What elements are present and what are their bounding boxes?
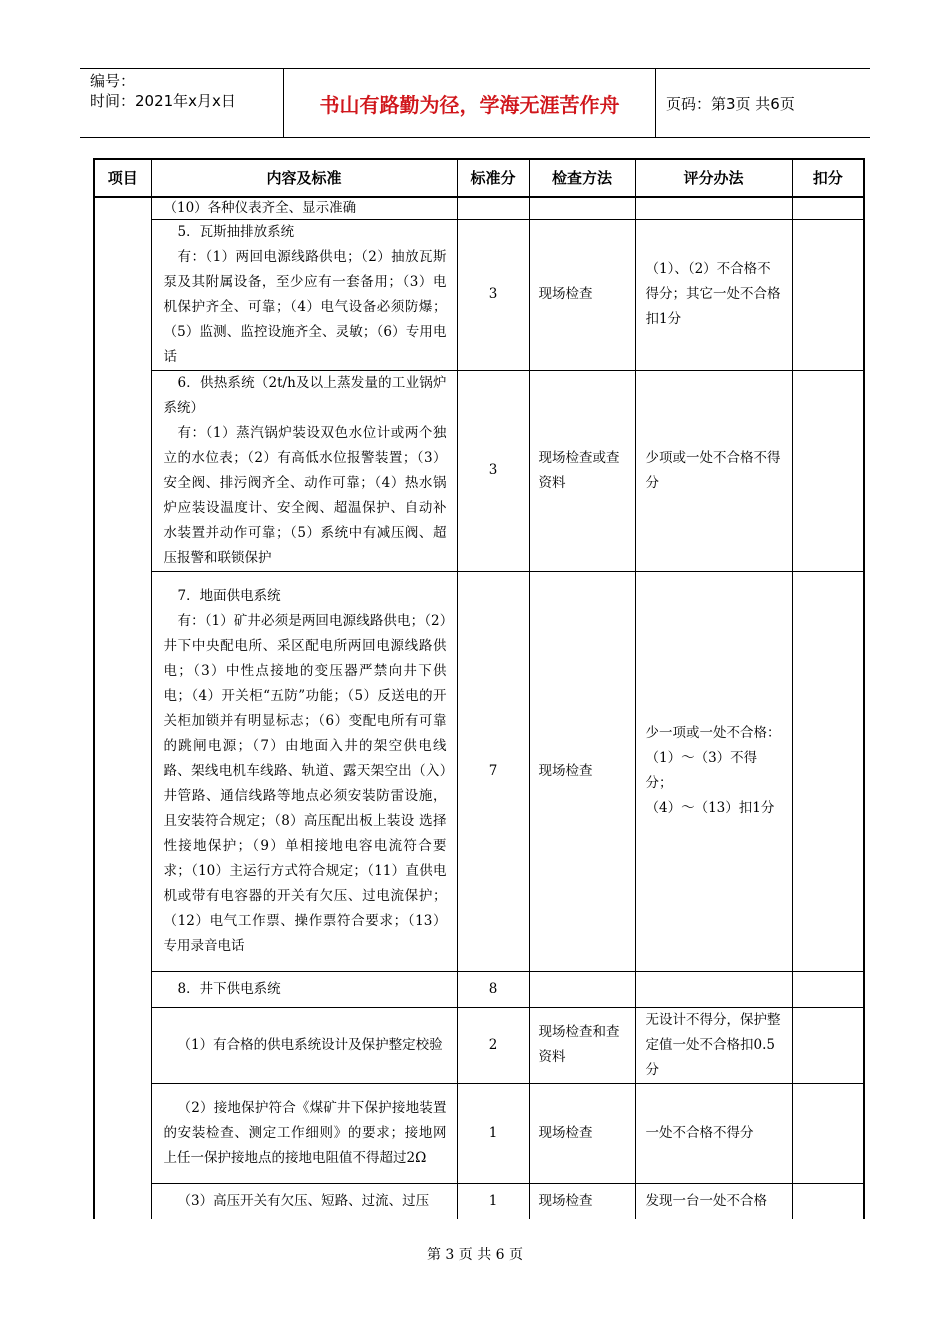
method-cell: 现场检查: [529, 1183, 635, 1219]
rule-cell: [635, 971, 792, 1007]
rule-line: （4）～（13）扣1分: [645, 800, 775, 816]
score-cell: 3: [457, 370, 529, 571]
rule-cell: [635, 1007, 792, 1083]
content-cell: [151, 1183, 457, 1219]
content-line: 5．瓦斯抽排放系统: [177, 223, 295, 240]
inspection-table: [93, 158, 865, 1219]
page-header: [80, 68, 870, 138]
column-header: 评分办法: [635, 159, 792, 197]
column-header: 扣分: [792, 159, 864, 197]
column-header: 标准分: [457, 159, 529, 197]
deduction-cell: [792, 1007, 864, 1083]
score-cell: 7: [457, 571, 529, 971]
rule-cell: [635, 571, 792, 971]
rule-line: （1）、（2）不合格不得分；其它一处不合格扣1分: [645, 261, 781, 327]
rule-cell: [635, 1083, 792, 1183]
rule-line: 一处不合格不得分: [645, 1124, 754, 1141]
method-cell: 现场检查或查资料: [529, 370, 635, 571]
method-cell: 现场检查: [529, 219, 635, 370]
table-row: [94, 370, 864, 571]
rule-line: 少项或一处不合格不得分: [645, 449, 781, 491]
page-footer: 第 3 页 共 6 页: [426, 1247, 524, 1263]
content-cell: [151, 971, 457, 1007]
project-cell: [94, 197, 151, 1219]
method-cell: [529, 197, 635, 219]
content-cell: [151, 1083, 457, 1183]
content-cell: [151, 1007, 457, 1083]
content-line: （10）各种仪表齐全、显示准确: [163, 200, 357, 217]
column-header: 项目: [94, 159, 151, 197]
score-cell: 1: [457, 1083, 529, 1183]
document-number-label: 编号：: [90, 72, 136, 90]
content-line: 有：（1）矿井必须是两回电源线路供电；（2）井下中央配电所、采区配电所两回电源线路供电；（3）中性点接地的变压器严禁向井下供电；（4）开关柜“五防”功能；（5）反送电的开关柜加锁并有明显标志；（6）变配电所有可靠的跳闸电源；（7）由地面入井的架空供电线路、架线电机车线路、轨道、露天架空出（入）井管路、通信线路等地点必须安装防雷设施，且安装符合规定；（8）高压配出板上装设 选择性接地保护；（9）单相接地电容电流符合要求；（10）主运行方式符合规定；（11）直供电机或带有电容器的开关有欠压、过电流保护；（12）电气工作票、操作票符合要求；（13）专用录音电话: [163, 612, 447, 954]
content-line: 7．地面供电系统: [177, 587, 281, 604]
column-header: 内容及标准: [151, 159, 457, 197]
rule-line: 无设计不得分，保护整定值一处不合格扣0.5分: [645, 1011, 781, 1078]
rule-cell: [635, 370, 792, 571]
content-line: 8．井下供电系统: [177, 980, 281, 997]
table-row: [94, 197, 864, 219]
content-line: （3）高压开关有欠压、短路、过流、过压: [177, 1192, 430, 1209]
deduction-cell: [792, 370, 864, 571]
content-line: 有：（1）两回电源线路供电；（2）抽放瓦斯泵及其附属设备，至少应有一套备用；（3）电机保护齐全、可靠；（4）电气设备必须防爆；（5）监测、监控设施齐全、灵敏；（6）专用电话: [163, 248, 447, 365]
method-cell: 现场检查和查资料: [529, 1007, 635, 1083]
table-row: [94, 1183, 864, 1219]
document-date: 时间：2021年x月x日: [90, 92, 236, 110]
table-row: [94, 571, 864, 971]
header-motto: 书山有路勤为径，学海无涯苦作舟: [284, 69, 656, 137]
score-cell: 8: [457, 971, 529, 1007]
rule-cell: [635, 197, 792, 219]
deduction-cell: [792, 971, 864, 1007]
score-cell: 3: [457, 219, 529, 370]
content-cell: [151, 370, 457, 571]
deduction-cell: [792, 1083, 864, 1183]
content-cell: [151, 571, 457, 971]
deduction-cell: [792, 197, 864, 219]
table-row: [94, 1007, 864, 1083]
rule-line: 发现一台一处不合格: [645, 1192, 767, 1209]
header-meta: [80, 69, 284, 137]
content-cell: [151, 197, 457, 219]
column-header: 检查方法: [529, 159, 635, 197]
rule-cell: [635, 1183, 792, 1219]
method-cell: 现场检查: [529, 571, 635, 971]
deduction-cell: [792, 1183, 864, 1219]
deduction-cell: [792, 571, 864, 971]
rule-line: 少一项或一处不合格：（1）～（3）不得分；: [645, 725, 781, 791]
score-cell: [457, 197, 529, 219]
table-header-row: [94, 159, 864, 197]
table-row: [94, 1083, 864, 1183]
table-row: [94, 219, 864, 370]
content-line: 有：（1）蒸汽锅炉装设双色水位计或两个独立的水位表；（2）有高低水位报警装置；（3）安全阀、排污阀齐全、动作可靠；（4）热水锅炉应装设温度计、安全阀、超温保护、自动补水装置并动作可靠；（5）系统中有减压阀、超压报警和联锁保护: [163, 424, 447, 566]
score-cell: 2: [457, 1007, 529, 1083]
content-line: （1）有合格的供电系统设计及保护整定校验: [177, 1036, 443, 1053]
method-cell: [529, 971, 635, 1007]
header-page-code: 页码：第3页 共6页: [666, 94, 795, 113]
content-line: 6．供热系统（2t/h及以上蒸发量的工业锅炉系统）: [163, 374, 447, 416]
method-cell: 现场检查: [529, 1083, 635, 1183]
rule-cell: [635, 219, 792, 370]
content-line: （2）接地保护符合《煤矿井下保护接地装置的安装检查、测定工作细则》的要求；接地网上任一保护接地点的接地电阻值不得超过2Ω: [163, 1099, 447, 1166]
content-cell: [151, 219, 457, 370]
score-cell: 1: [457, 1183, 529, 1219]
deduction-cell: [792, 219, 864, 370]
table-row: [94, 971, 864, 1007]
